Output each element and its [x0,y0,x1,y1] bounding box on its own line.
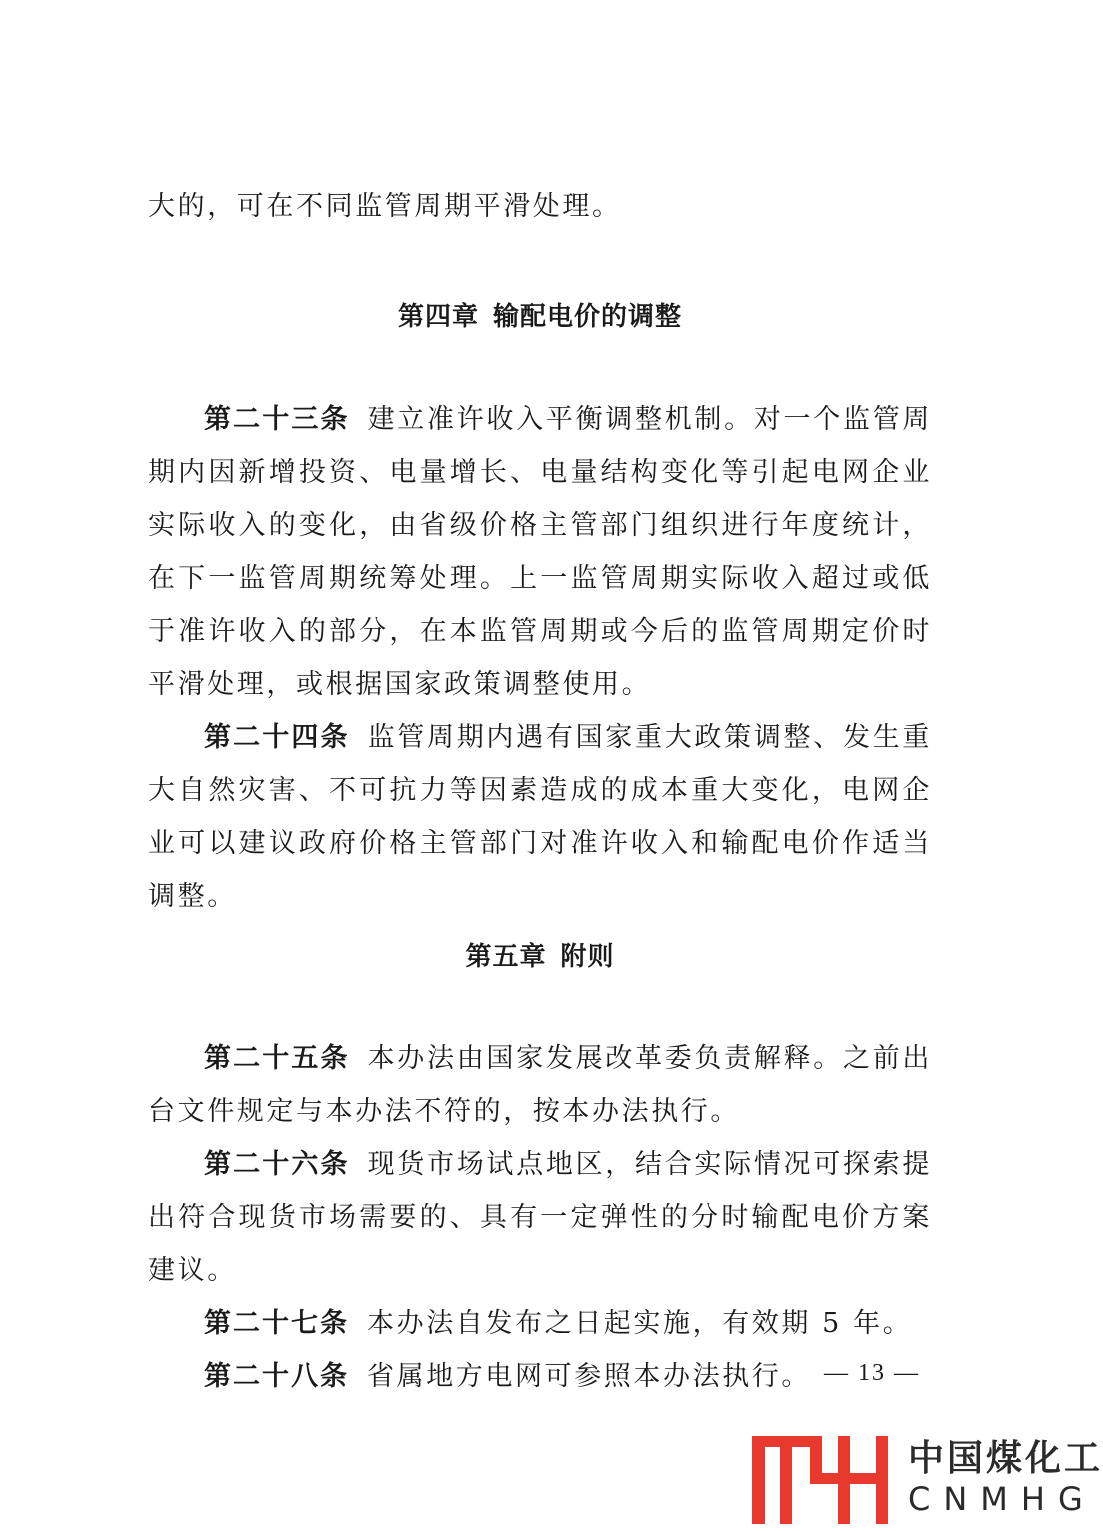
chapter-4-number: 第四章 [397,302,479,332]
article-27 [148,1297,932,1350]
article-25 [148,1032,932,1138]
article-25-text: 本办法由国家发展改革委负责解释。之前出台文件规定与本办法不符的，按本办法执行。 [148,1043,933,1127]
article-28-label: 第二十八条 [204,1361,349,1392]
watermark-name-cn: 中国煤化工 [908,1438,1103,1479]
article-26-text: 现货市场试点地区，结合实际情况可探索提出符合现货市场需要的、具有一定弹性的分时输配电价方案建议。 [148,1149,933,1286]
article-24-text: 监管周期内遇有国家重大政策调整、发生重大自然灾害、不可抗力等因素造成的成本重大变化，电网企业可以建议政府价格主管部门对准许收入和输配电价作适当调整。 [148,722,933,912]
chapter-4-title [0,296,1080,333]
chapter-5-body [148,1032,932,1403]
watermark-logo [750,1428,1103,1527]
page-number: — 13 — [824,1360,920,1386]
article-28-text: 省属地方电网可参照本办法执行。 [367,1361,811,1392]
article-23-text: 建立准许收入平衡调整机制。对一个监管周期内因新增投资、电量增长、电量结构变化等引起电网企业实际收入的变化，由省级价格主管部门组织进行年度统计，在下一监管周期统筹处理。上一监管周期实际收入超过或低于准许收入的部分，在本监管周期或今后的监管周期定价时平滑处理，或根据国家政策调整使用。 [148,404,933,700]
article-24 [148,711,932,923]
carryover-text: 大的，可在不同监管周期平滑处理。 [148,191,622,222]
chapter-5-title [0,936,1080,973]
chapter-5-number: 第五章 [465,942,547,972]
mh-logo-icon [750,1428,900,1527]
article-26-label: 第二十六条 [204,1149,350,1180]
article-28 [148,1350,932,1403]
article-27-label: 第二十七条 [204,1308,349,1339]
article-23 [148,393,932,711]
chapter-4-body [148,393,932,923]
article-24-label: 第二十四条 [204,722,350,753]
carryover-paragraph [148,180,932,233]
chapter-4-name: 输配电价的调整 [493,302,683,332]
chapter-5-name: 附则 [560,942,615,972]
article-26 [148,1138,932,1297]
article-23-label: 第二十三条 [204,404,350,435]
article-25-label: 第二十五条 [204,1043,350,1074]
article-27-text: 本办法自发布之日起实施，有效期 5 年。 [367,1308,913,1339]
watermark-name-en: CNMHG [908,1480,1096,1518]
